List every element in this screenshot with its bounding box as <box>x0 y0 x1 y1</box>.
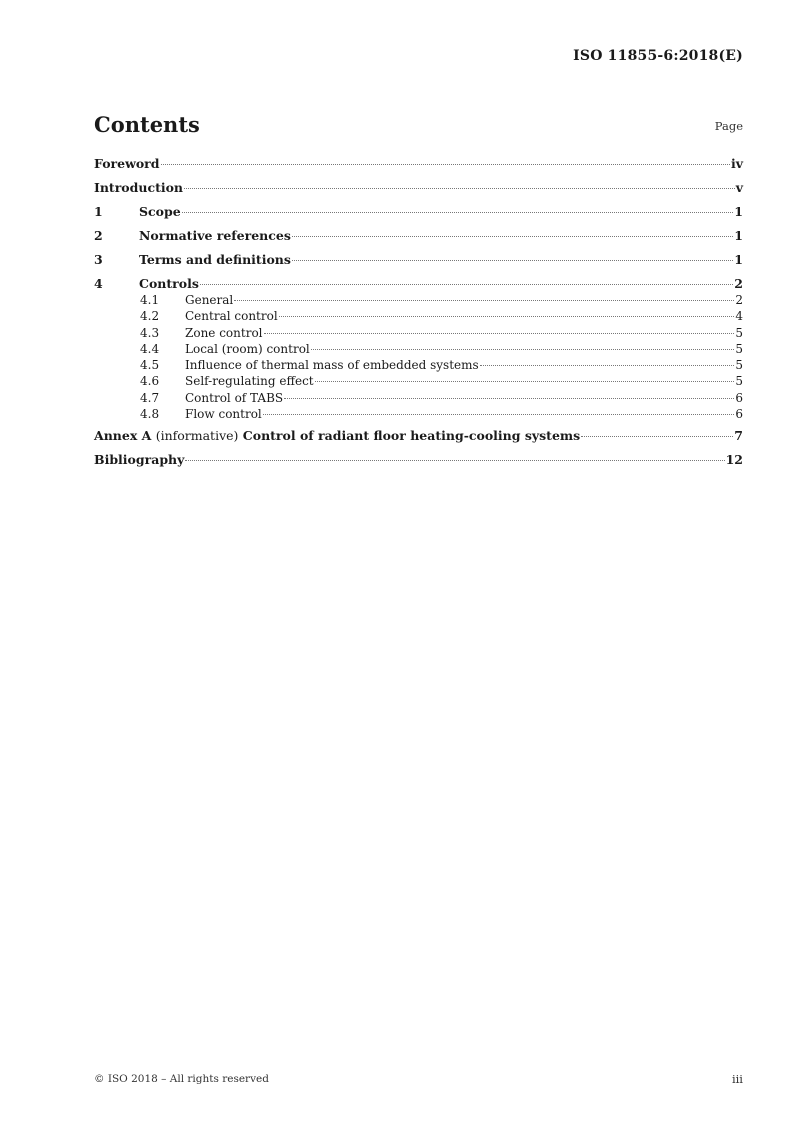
toc-entry-label: Normative references <box>139 228 291 243</box>
dot-leader <box>161 164 730 165</box>
toc-entry-number: 1 <box>94 204 103 219</box>
toc-entry-page: 2 <box>735 293 743 307</box>
toc-entry-number: 2 <box>94 228 103 243</box>
toc-entry-annex-a[interactable] <box>94 428 743 444</box>
toc-entry-number: 4.6 <box>140 374 160 389</box>
toc-entry-label: Control of TABS <box>185 390 284 405</box>
toc-entry-page: 1 <box>734 252 743 267</box>
toc-entry-page: 7 <box>734 428 743 444</box>
toc-entry-label: Scope <box>139 204 181 219</box>
dot-leader <box>264 333 735 334</box>
dot-leader <box>234 300 734 301</box>
toc-entry-subclause-4-5[interactable] <box>94 357 743 373</box>
dot-leader <box>292 236 733 237</box>
toc-entry-subclause-4-1[interactable] <box>94 292 743 308</box>
dot-leader <box>200 284 733 285</box>
toc-entry-page: 1 <box>734 228 743 243</box>
toc-entry-page: 5 <box>735 325 743 340</box>
toc-entry-page: iv <box>730 156 743 171</box>
toc-entry-page: 5 <box>735 341 743 356</box>
toc-entry-number: 4 <box>94 276 103 291</box>
toc-entry-label: General <box>185 293 234 307</box>
dot-leader <box>480 365 735 366</box>
table-of-contents <box>94 156 743 468</box>
toc-entry-bibliography[interactable] <box>94 452 743 468</box>
toc-entry-number: 4.5 <box>140 358 160 373</box>
toc-entry-page: 2 <box>734 276 743 291</box>
toc-entry-label: Self-regulating effect <box>185 374 314 389</box>
toc-entry-page: 1 <box>734 204 743 219</box>
toc-entry-subclause-4-7[interactable] <box>94 390 743 406</box>
annex-type: (informative) <box>155 428 239 444</box>
toc-entry-page: 5 <box>735 374 743 389</box>
toc-entry-label: Zone control <box>185 325 263 340</box>
toc-entry-label: Terms and definitions <box>139 252 291 267</box>
toc-entry-page: 12 <box>725 452 743 468</box>
toc-entry-subclause-4-4[interactable] <box>94 341 743 357</box>
dot-leader <box>284 398 734 399</box>
toc-entry-subclause-4-3[interactable] <box>94 325 743 341</box>
dot-leader <box>279 316 735 317</box>
dot-leader <box>182 212 734 213</box>
toc-entry-label: Foreword <box>94 156 160 171</box>
toc-entry-number: 4.7 <box>140 390 160 405</box>
annex-prefix: Annex A <box>94 428 152 444</box>
toc-entry-foreword[interactable] <box>94 156 743 172</box>
copyright-notice: © ISO 2018 – All rights reserved <box>94 1073 269 1085</box>
dot-leader <box>311 349 735 350</box>
toc-entry-page: 6 <box>735 407 743 422</box>
toc-entry-number: 4.8 <box>140 407 160 422</box>
toc-entry-introduction[interactable] <box>94 180 743 196</box>
toc-entry-page: 4 <box>735 309 743 324</box>
toc-entry-label: Flow control <box>185 407 262 422</box>
toc-entry-subclause-4-8[interactable] <box>94 406 743 422</box>
toc-entry-clause-1[interactable] <box>94 204 743 220</box>
dot-leader <box>184 188 735 189</box>
toc-entry-number: 4.3 <box>140 325 160 340</box>
dot-leader <box>292 260 733 261</box>
toc-entry-label: Bibliography <box>94 452 185 468</box>
toc-entry-label <box>94 428 580 444</box>
toc-entry-label: Local (room) control <box>185 341 310 356</box>
toc-entry-number: 3 <box>94 252 103 267</box>
toc-entry-number: 4.4 <box>140 341 160 356</box>
toc-entry-page: v <box>735 180 743 195</box>
toc-entry-subclause-4-6[interactable] <box>94 373 743 389</box>
toc-entry-number: 4.2 <box>140 309 160 324</box>
toc-entry-page: 6 <box>735 390 743 405</box>
page-title: Contents <box>94 112 200 137</box>
toc-entry-clause-3[interactable] <box>94 252 743 268</box>
toc-entry-clause-2[interactable] <box>94 228 743 244</box>
annex-title: Control of radiant floor heating-cooling systems <box>242 428 581 444</box>
toc-entry-label: Introduction <box>94 180 184 195</box>
toc-entry-label: Controls <box>139 276 199 291</box>
dot-leader <box>263 414 735 415</box>
toc-entry-clause-4[interactable] <box>94 276 743 292</box>
toc-entry-label: Central control <box>185 309 278 324</box>
toc-entry-label: Influence of thermal mass of embedded systems <box>185 358 479 373</box>
page-number: iii <box>731 1072 743 1086</box>
toc-entry-page: 5 <box>735 358 743 373</box>
page-column-label: Page <box>714 119 743 133</box>
dot-leader <box>185 460 724 461</box>
dot-leader <box>581 436 733 437</box>
toc-entry-subclause-4-2[interactable] <box>94 308 743 324</box>
toc-entry-number: 4.1 <box>140 293 160 307</box>
dot-leader <box>315 381 735 382</box>
document-identifier: ISO 11855-6:2018(E) <box>573 48 743 64</box>
